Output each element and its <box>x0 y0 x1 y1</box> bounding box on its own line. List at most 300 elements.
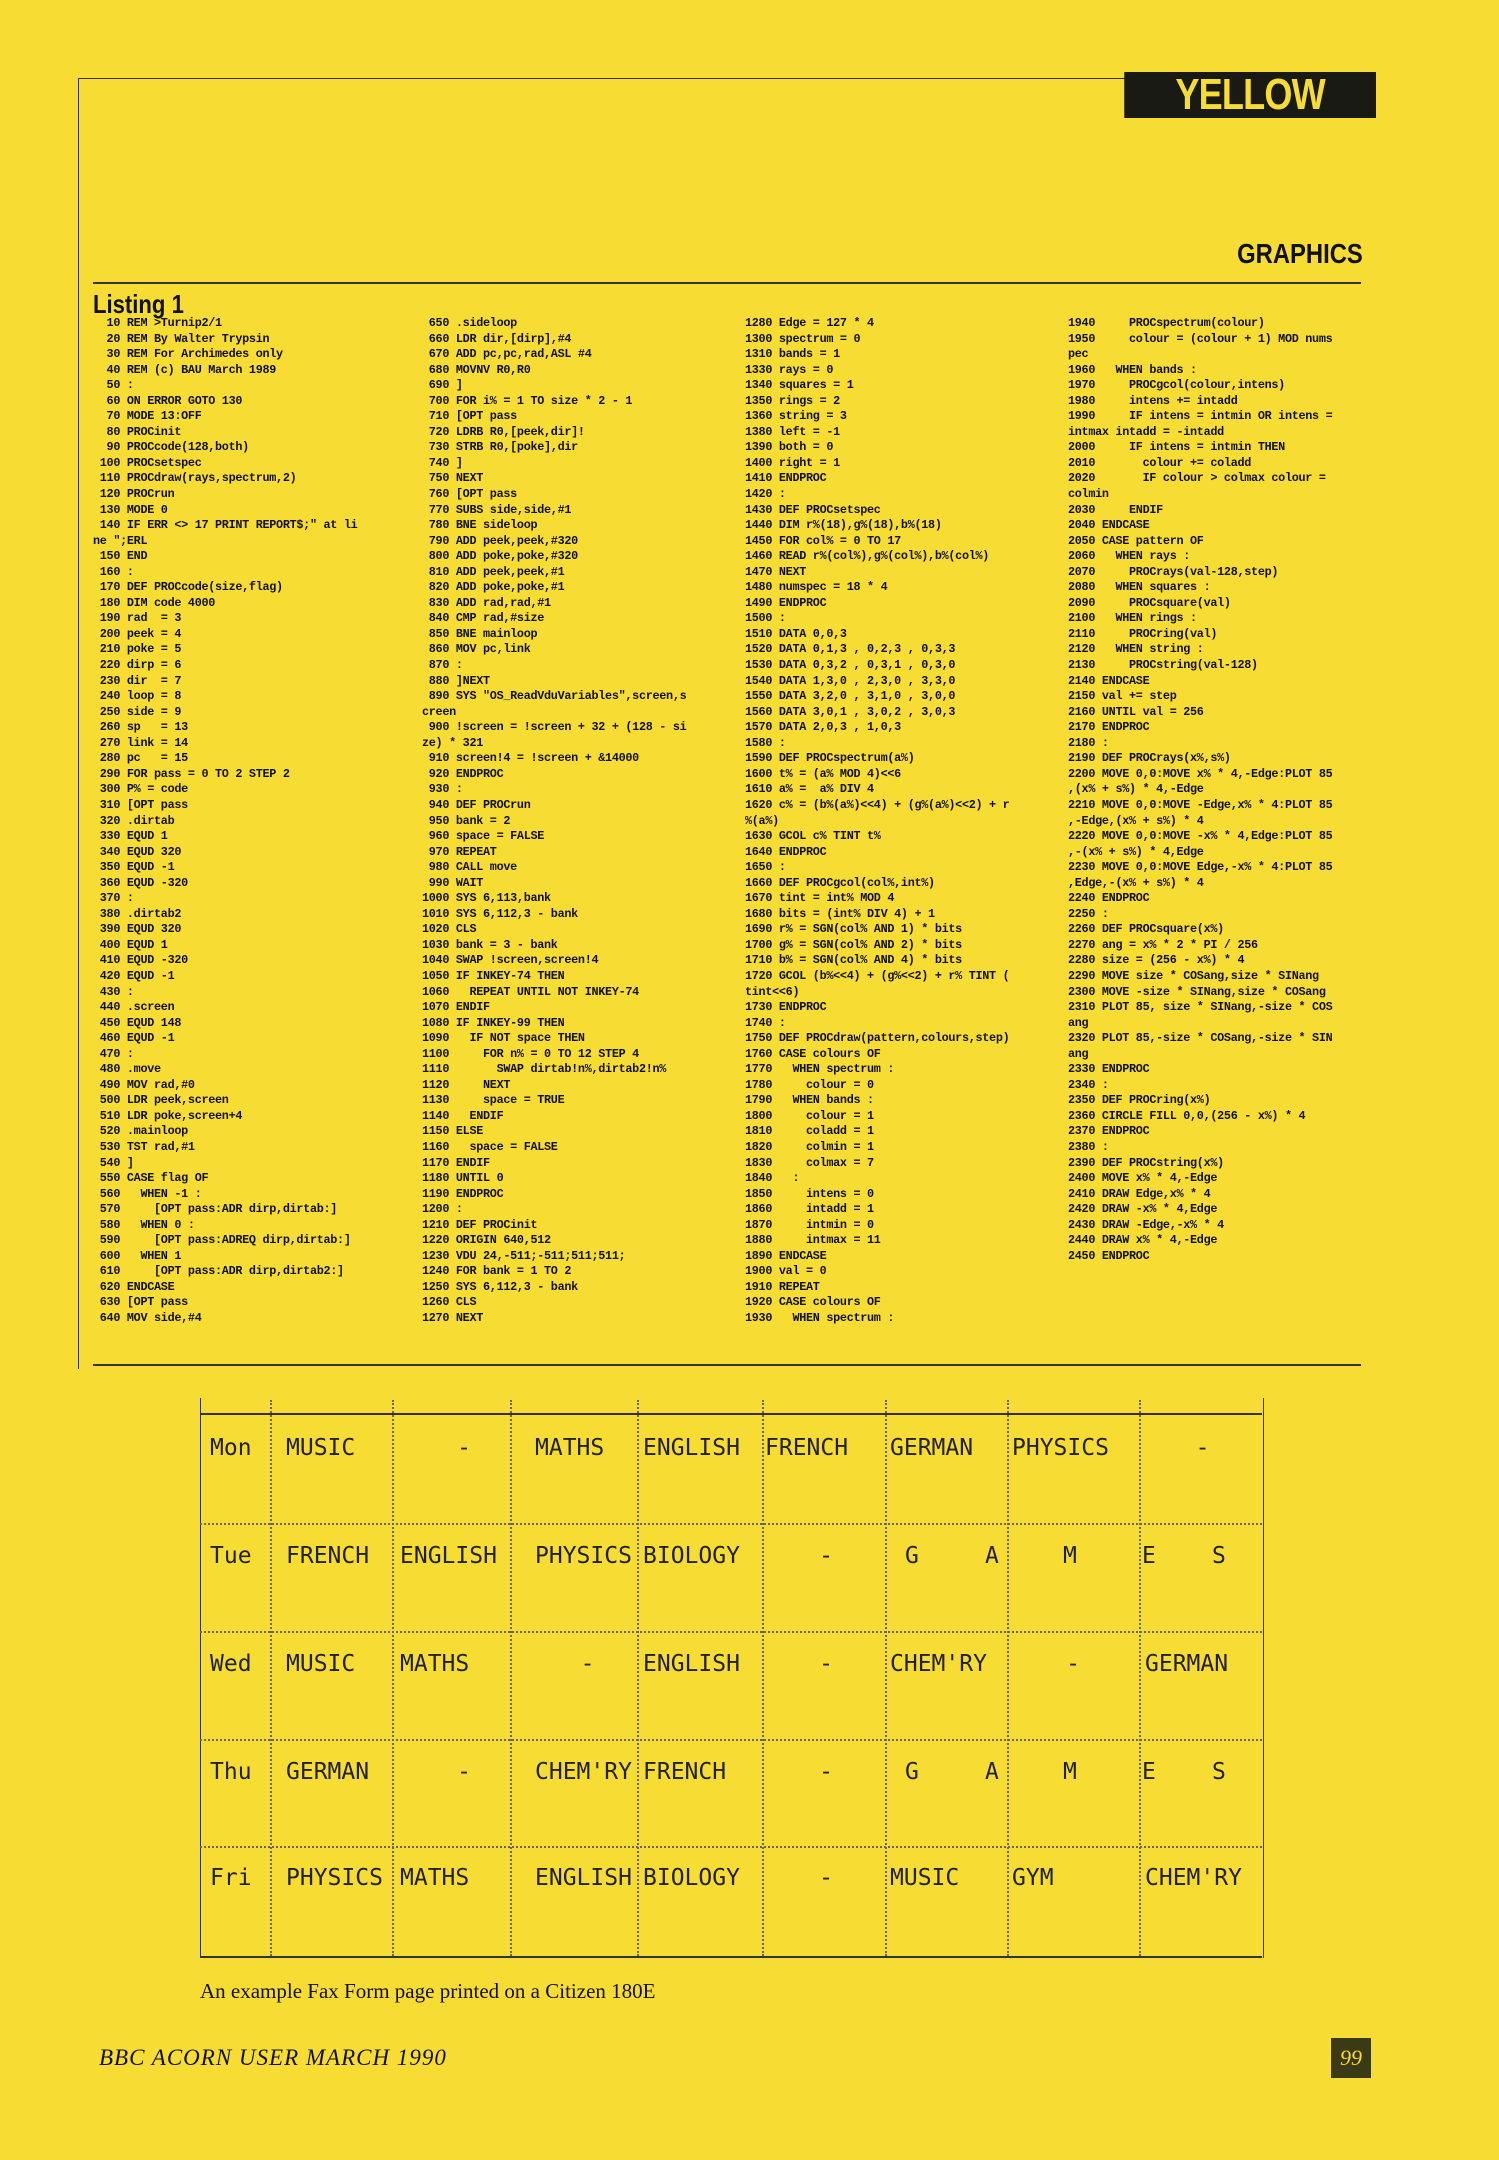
timetable-cell: G <box>905 1543 919 1569</box>
timetable-row <box>200 1526 1262 1586</box>
code-line: 1360 string = 3 <box>745 409 847 424</box>
code-line: 2190 DEF PROCrays(x%,s%) <box>1068 751 1231 766</box>
code-line: 390 EQUD 320 <box>93 922 182 937</box>
code-line: 1260 CLS <box>422 1295 477 1310</box>
code-line: 2080 WHEN squares : <box>1068 580 1211 595</box>
code-line: 1450 FOR col% = 0 TO 17 <box>745 533 901 548</box>
code-line: 1930 WHEN spectrum : <box>745 1311 895 1325</box>
code-line: 20 REM By Walter Trypsin <box>93 331 270 346</box>
page-number: 99 <box>1331 2038 1371 2078</box>
code-line: 1480 numspec = 18 * 4 <box>745 580 888 595</box>
code-line: 2340 : <box>1068 1077 1109 1092</box>
code-line: 660 LDR dir,[dirp],#4 <box>422 331 572 346</box>
code-line: 650 .sideloop <box>422 316 517 330</box>
code-line: 610 [OPT pass:ADR dirp,dirtab2:] <box>93 1264 344 1279</box>
code-line: 1190 ENDPROC <box>422 1186 504 1201</box>
code-line: 2440 DRAW x% * 4,-Edge <box>1068 1233 1218 1248</box>
code-line: 1420 : <box>745 487 786 502</box>
timetable-cell: - <box>819 1651 833 1677</box>
timetable-cell: MATHS <box>535 1435 605 1461</box>
code-line: 810 ADD peek,peek,#1 <box>422 564 565 579</box>
code-line: 470 : <box>93 1046 134 1061</box>
code-line: 2000 IF intens = intmin THEN <box>1068 440 1285 455</box>
code-line: 1300 spectrum = 0 <box>745 331 861 346</box>
code-line: 180 DIM code 4000 <box>93 595 216 610</box>
code-line: 1410 ENDPROC <box>745 471 827 486</box>
code-line: 1530 DATA 0,3,2 , 0,3,1 , 0,3,0 <box>745 658 956 673</box>
code-line: 2110 PROCring(val) <box>1068 626 1218 641</box>
code-line: 1050 IF INKEY-74 THEN <box>422 968 565 983</box>
timetable-cell: - <box>580 1651 595 1677</box>
code-line: 1890 ENDCASE <box>745 1248 827 1263</box>
code-line: 530 TST rad,#1 <box>93 1139 195 1154</box>
code-line: 200 peek = 4 <box>93 626 182 641</box>
code-line: 930 : <box>422 782 463 797</box>
timetable-cell: - <box>457 1759 471 1785</box>
code-line: 40 REM (c) BAU March 1989 <box>93 362 277 377</box>
code-line: 370 : <box>93 891 134 906</box>
timetable-day: Wed <box>210 1651 252 1677</box>
code-line: 1760 CASE colours OF <box>745 1046 881 1061</box>
code-line: 170 DEF PROCcode(size,flag) <box>93 580 283 595</box>
timetable-row-separator <box>200 1631 1262 1633</box>
code-line: 690 ] <box>422 378 463 393</box>
timetable-cell: GERMAN <box>890 1435 974 1461</box>
code-line: ,-Edge,(x% + s%) * 4 <box>1068 813 1204 828</box>
code-line: 1340 squares = 1 <box>745 378 854 393</box>
code-line: 620 ENDCASE <box>93 1279 175 1294</box>
code-line: 740 ] <box>422 455 463 470</box>
timetable-cell: - <box>819 1543 833 1569</box>
code-line: 2140 ENDCASE <box>1068 673 1150 688</box>
timetable-cell: FRENCH <box>286 1543 370 1569</box>
code-line: 2060 WHEN rays : <box>1068 549 1191 564</box>
code-line: 1750 DEF PROCdraw(pattern,colours,step) <box>745 1031 1010 1046</box>
code-line: 780 BNE sideloop <box>422 518 538 533</box>
code-line: 10 REM >Turnip2/1 <box>93 316 222 330</box>
code-line: 1880 intmax = 11 <box>745 1233 881 1248</box>
code-line: 870 : <box>422 658 463 673</box>
code-line: 1540 DATA 1,3,0 , 2,3,0 , 3,3,0 <box>745 673 956 688</box>
code-line: 1740 : <box>745 1015 786 1030</box>
code-line: 490 MOV rad,#0 <box>93 1077 195 1092</box>
figure-caption: An example Fax Form page printed on a Citizen 180E <box>200 1979 656 2003</box>
code-line: 2160 UNTIL val = 256 <box>1068 704 1204 719</box>
code-line: 1650 : <box>745 860 786 875</box>
code-line: 240 loop = 8 <box>93 689 182 704</box>
code-line: 2170 ENDPROC <box>1068 720 1150 735</box>
code-line: 1110 SWAP dirtab!n%,dirtab2!n% <box>422 1062 667 1077</box>
code-line: 2050 CASE pattern OF <box>1068 533 1204 548</box>
code-line: 2420 DRAW -x% * 4,Edge <box>1068 1202 1218 1217</box>
code-line: 520 .mainloop <box>93 1124 188 1139</box>
code-line: 1810 coladd = 1 <box>745 1124 874 1139</box>
timetable-cell: MUSIC <box>286 1651 356 1677</box>
code-line: 1180 UNTIL 0 <box>422 1171 504 1186</box>
code-line: 130 MODE 0 <box>93 502 168 517</box>
code-line: 1660 DEF PROCgcol(col%,int%) <box>745 875 935 890</box>
code-line: 2430 DRAW -Edge,-x% * 4 <box>1068 1217 1224 1232</box>
code-line: 60 ON ERROR GOTO 130 <box>93 393 243 408</box>
code-line: 1160 space = FALSE <box>422 1139 558 1154</box>
code-line: 1550 DATA 3,2,0 , 3,1,0 , 3,0,0 <box>745 689 956 704</box>
code-line: 1640 ENDPROC <box>745 844 827 859</box>
code-line: 2180 : <box>1068 735 1109 750</box>
code-line: 950 bank = 2 <box>422 813 511 828</box>
code-line: 970 REPEAT <box>422 844 497 859</box>
code-line: 1350 rings = 2 <box>745 393 840 408</box>
timetable-cell: MUSIC <box>890 1865 960 1891</box>
timetable-cell: CHEM'RY <box>1145 1865 1242 1891</box>
code-line: 850 BNE mainloop <box>422 626 538 641</box>
code-line: 590 [OPT pass:ADREQ dirp,dirtab:] <box>93 1233 351 1248</box>
code-line: 1520 DATA 0,1,3 , 0,2,3 , 0,3,3 <box>745 642 956 657</box>
code-line: 1430 DEF PROCsetspec <box>745 502 881 517</box>
code-line: 680 MOVNV R0,R0 <box>422 362 531 377</box>
code-line: 310 [OPT pass <box>93 797 188 812</box>
code-line: 1240 FOR bank = 1 TO 2 <box>422 1264 572 1279</box>
code-line: 630 [OPT pass <box>93 1295 188 1310</box>
code-line: 1940 PROCspectrum(colour) <box>1068 316 1265 330</box>
code-line: 1330 rays = 0 <box>745 362 834 377</box>
listing-title: Listing 1 <box>93 289 184 319</box>
code-line: 860 MOV pc,link <box>422 642 531 657</box>
code-line: 820 ADD poke,poke,#1 <box>422 580 565 595</box>
timetable-cell: S <box>1212 1543 1226 1569</box>
code-line: 2090 PROCsquare(val) <box>1068 595 1231 610</box>
code-line: 230 dir = 7 <box>93 673 182 688</box>
code-line: 980 CALL move <box>422 860 517 875</box>
code-line: 600 WHEN 1 <box>93 1248 182 1263</box>
code-line: 1080 IF INKEY-99 THEN <box>422 1015 565 1030</box>
code-line: 150 END <box>93 549 148 564</box>
code-line: 840 CMP rad,#size <box>422 611 545 626</box>
yellow-pages-banner: YELLOW PAGES <box>1124 72 1376 118</box>
timetable-day: Thu <box>210 1759 252 1785</box>
code-line: 1200 : <box>422 1202 463 1217</box>
timetable-cell: A <box>985 1543 999 1569</box>
code-line: 1800 colour = 1 <box>745 1108 874 1123</box>
code-line: ang <box>1068 1015 1089 1030</box>
code-line: intmax intadd = -intadd <box>1068 424 1224 439</box>
code-line: 2300 MOVE -size * SINang,size * COSang <box>1068 984 1326 999</box>
code-line: 730 STRB R0,[poke],dir <box>422 440 578 455</box>
code-line: 880 ]NEXT <box>422 673 490 688</box>
timetable-cell: BIOLOGY <box>643 1543 740 1569</box>
code-line: 1850 intens = 0 <box>745 1186 874 1201</box>
timetable-cell: ENGLISH <box>400 1543 497 1569</box>
code-line: 1380 left = -1 <box>745 424 840 439</box>
code-line: pec <box>1068 347 1089 362</box>
code-line: 1030 bank = 3 - bank <box>422 937 558 952</box>
code-line: 2220 MOVE 0,0:MOVE -x% * 4,Edge:PLOT 85 <box>1068 829 1333 844</box>
code-line: 2150 val += step <box>1068 689 1177 704</box>
code-line: 770 SUBS side,side,#1 <box>422 502 572 517</box>
code-line: 70 MODE 13:OFF <box>93 409 202 424</box>
code-line: 320 .dirtab <box>93 813 175 828</box>
code-line: 250 side = 9 <box>93 704 182 719</box>
code-line: 2200 MOVE 0,0:MOVE x% * 4,-Edge:PLOT 85 <box>1068 766 1333 781</box>
code-line: 2030 ENDIF <box>1068 502 1163 517</box>
code-line: creen <box>422 704 456 719</box>
timetable-cell: ENGLISH <box>643 1651 740 1677</box>
top-rule <box>93 282 1361 284</box>
code-line: 940 DEF PROCrun <box>422 797 531 812</box>
code-line: 700 FOR i% = 1 TO size * 2 - 1 <box>422 393 633 408</box>
code-line: 1720 GCOL (b%<<4) + (g%<<2) + r% TINT ( <box>745 968 1010 983</box>
timetable-cell: PHYSICS <box>286 1865 383 1891</box>
code-line: 2330 ENDPROC <box>1068 1062 1150 1077</box>
code-line: 720 LDRB R0,[peek,dir]! <box>422 424 585 439</box>
code-line: 1250 SYS 6,112,3 - bank <box>422 1279 578 1294</box>
code-line: 2410 DRAW Edge,x% * 4 <box>1068 1186 1211 1201</box>
code-line: 1620 c% = (b%(a%)<<4) + (g%(a%)<<2) + r <box>745 797 1010 812</box>
code-line: 1990 IF intens = intmin OR intens = <box>1068 409 1333 424</box>
code-line: 1560 DATA 3,0,1 , 3,0,2 , 3,0,3 <box>745 704 956 719</box>
code-line: 910 screen!4 = !screen + &14000 <box>422 751 639 766</box>
code-line: 140 IF ERR <> 17 PRINT REPORT$;" at li <box>93 518 358 533</box>
timetable-row <box>200 1634 1262 1694</box>
code-line: 190 rad = 3 <box>93 611 182 626</box>
timetable-cell: FRENCH <box>643 1759 727 1785</box>
timetable-row <box>200 1848 1262 1908</box>
code-line: 500 LDR peek,screen <box>93 1093 229 1108</box>
code-line: 220 dirp = 6 <box>93 658 182 673</box>
code-line: 1910 REPEAT <box>745 1279 820 1294</box>
code-line: 400 EQUD 1 <box>93 937 168 952</box>
code-line: 110 PROCdraw(rays,spectrum,2) <box>93 471 297 486</box>
timetable-cell: - <box>1195 1435 1210 1461</box>
timetable-day: Tue <box>210 1543 252 1569</box>
code-line: 560 WHEN -1 : <box>93 1186 202 1201</box>
code-line: 1210 DEF PROCinit <box>422 1217 538 1232</box>
code-line: 1570 DATA 2,0,3 , 1,0,3 <box>745 720 901 735</box>
code-line: 1820 colmin = 1 <box>745 1139 874 1154</box>
code-line: 1220 ORIGIN 640,512 <box>422 1233 551 1248</box>
code-column-1 <box>93 316 423 1327</box>
code-line: 790 ADD peek,peek,#320 <box>422 533 578 548</box>
code-line: 120 PROCrun <box>93 487 175 502</box>
code-line: 1840 : <box>745 1171 800 1186</box>
code-line: 540 ] <box>93 1155 134 1170</box>
code-line: 1440 DIM r%(18),g%(18),b%(18) <box>745 518 942 533</box>
timetable-cell: E <box>1142 1759 1156 1785</box>
timetable-cell: MUSIC <box>286 1435 356 1461</box>
code-line: 1580 : <box>745 735 786 750</box>
code-line: 1790 WHEN bands : <box>745 1093 874 1108</box>
code-line: 2450 ENDPROC <box>1068 1248 1150 1263</box>
timetable-cell: GERMAN <box>286 1759 370 1785</box>
code-line: 100 PROCsetspec <box>93 455 202 470</box>
code-line: ze) * 321 <box>422 735 484 750</box>
code-line: ,-(x% + s%) * 4,Edge <box>1068 844 1204 859</box>
code-line: 1610 a% = a% DIV 4 <box>745 782 874 797</box>
timetable-cell: - <box>819 1865 833 1891</box>
timetable-cell: CHEM'RY <box>890 1651 987 1677</box>
code-line: 1010 SYS 6,112,3 - bank <box>422 906 578 921</box>
code-line: ,(x% + s%) * 4,-Edge <box>1068 782 1204 797</box>
code-line: ne ";ERL <box>93 533 148 548</box>
code-line: 900 !screen = !screen + 32 + (128 - si <box>422 720 687 735</box>
code-line: 2120 WHEN string : <box>1068 642 1204 657</box>
code-line: 800 ADD poke,poke,#320 <box>422 549 578 564</box>
code-line: 2320 PLOT 85,-size * COSang,-size * SIN <box>1068 1031 1333 1046</box>
code-line: 210 poke = 5 <box>93 642 182 657</box>
code-line: 300 P% = code <box>93 782 188 797</box>
code-line: 1170 ENDIF <box>422 1155 490 1170</box>
code-line: 670 ADD pc,pc,rad,ASL #4 <box>422 347 592 362</box>
code-line: 1700 g% = SGN(col% AND 2) * bits <box>745 937 962 952</box>
code-line: 1070 ENDIF <box>422 1000 490 1015</box>
code-line: 2070 PROCrays(val-128,step) <box>1068 564 1279 579</box>
code-line: 1400 right = 1 <box>745 455 840 470</box>
code-line: 270 link = 14 <box>93 735 188 750</box>
code-line: 2270 ang = x% * 2 * PI / 256 <box>1068 937 1258 952</box>
code-line: 2350 DEF PROCring(x%) <box>1068 1093 1211 1108</box>
code-line: 1980 intens += intadd <box>1068 393 1238 408</box>
code-line: 330 EQUD 1 <box>93 829 168 844</box>
code-line: 1140 ENDIF <box>422 1108 504 1123</box>
code-line: 2100 WHEN rings : <box>1068 611 1197 626</box>
code-line: 1860 intadd = 1 <box>745 1202 874 1217</box>
timetable-cell: ENGLISH <box>643 1435 740 1461</box>
code-line: ang <box>1068 1046 1089 1061</box>
code-line: 1270 NEXT <box>422 1311 484 1325</box>
code-line: tint<<6) <box>745 984 800 999</box>
code-line: 460 EQUD -1 <box>93 1031 175 1046</box>
code-line: 570 [OPT pass:ADR dirp,dirtab:] <box>93 1202 338 1217</box>
code-line: 2010 colour += coladd <box>1068 455 1252 470</box>
code-line: 760 [OPT pass <box>422 487 517 502</box>
code-line: 2310 PLOT 85, size * SINang,-size * COS <box>1068 1000 1333 1015</box>
timetable-cell: PHYSICS <box>535 1543 632 1569</box>
code-line: 1690 r% = SGN(col% AND 1) * bits <box>745 922 962 937</box>
code-line: 480 .move <box>93 1062 161 1077</box>
code-line: 960 space = FALSE <box>422 829 545 844</box>
timetable-cell: S <box>1212 1759 1226 1785</box>
timetable-cell: M <box>1063 1759 1077 1785</box>
code-line: 510 LDR poke,screen+4 <box>93 1108 243 1123</box>
timetable-row-separator <box>200 1523 1262 1525</box>
code-line: 1870 intmin = 0 <box>745 1217 874 1232</box>
code-line: 1600 t% = (a% MOD 4)<<6 <box>745 766 901 781</box>
code-line: 750 NEXT <box>422 471 484 486</box>
code-line: 1470 NEXT <box>745 564 807 579</box>
code-line: 2360 CIRCLE FILL 0,0,(256 - x%) * 4 <box>1068 1108 1306 1123</box>
timetable-cell: ENGLISH <box>535 1865 632 1891</box>
bottom-rule <box>93 1364 1361 1366</box>
code-line: 1510 DATA 0,0,3 <box>745 626 847 641</box>
code-line: 2400 MOVE x% * 4,-Edge <box>1068 1171 1218 1186</box>
code-line: 640 MOV side,#4 <box>93 1311 202 1325</box>
code-line: 710 [OPT pass <box>422 409 517 424</box>
code-line: %(a%) <box>745 813 779 828</box>
code-line: 2230 MOVE 0,0:MOVE Edge,-x% * 4:PLOT 85 <box>1068 860 1333 875</box>
timetable-cell: E <box>1142 1543 1156 1569</box>
code-line: 450 EQUD 148 <box>93 1015 182 1030</box>
code-line: 2370 ENDPROC <box>1068 1124 1150 1139</box>
code-line: 1130 space = TRUE <box>422 1093 565 1108</box>
code-line: 1730 ENDPROC <box>745 1000 827 1015</box>
timetable-row <box>200 1418 1262 1478</box>
timetable-top-line <box>200 1413 1262 1415</box>
footer-publication: BBC ACORN USER MARCH 1990 <box>99 2045 447 2070</box>
code-line: 1770 WHEN spectrum : <box>745 1062 895 1077</box>
timetable-cell: PHYSICS <box>1012 1435 1109 1461</box>
timetable-cell: - <box>457 1435 471 1461</box>
code-column-2 <box>422 316 752 1327</box>
code-line: 1310 bands = 1 <box>745 347 840 362</box>
code-line: ,Edge,-(x% + s%) * 4 <box>1068 875 1204 890</box>
code-line: 360 EQUD -320 <box>93 875 188 890</box>
code-line: 1670 tint = int% MOD 4 <box>745 891 895 906</box>
timetable-cell: FRENCH <box>765 1435 849 1461</box>
code-line: 160 : <box>93 564 134 579</box>
timetable-cell: M <box>1063 1543 1077 1569</box>
code-line: 920 ENDPROC <box>422 766 504 781</box>
code-line: 1460 READ r%(col%),g%(col%),b%(col%) <box>745 549 990 564</box>
code-line: 2040 ENDCASE <box>1068 518 1150 533</box>
code-line: 440 .screen <box>93 1000 175 1015</box>
code-line: 1000 SYS 6,113,bank <box>422 891 551 906</box>
code-line: 90 PROCcode(128,both) <box>93 440 249 455</box>
code-line: 1900 val = 0 <box>745 1264 827 1279</box>
code-line: 80 PROCinit <box>93 424 182 439</box>
timetable-cell: BIOLOGY <box>643 1865 740 1891</box>
code-line: 1120 NEXT <box>422 1077 511 1092</box>
code-line: 830 ADD rad,rad,#1 <box>422 595 551 610</box>
timetable-cell: GERMAN <box>1145 1651 1229 1677</box>
code-line: 1680 bits = (int% DIV 4) + 1 <box>745 906 935 921</box>
code-line: 1500 : <box>745 611 786 626</box>
timetable-cell: A <box>985 1759 999 1785</box>
code-line: 1280 Edge = 127 * 4 <box>745 316 874 330</box>
code-line: 290 FOR pass = 0 TO 2 STEP 2 <box>93 766 290 781</box>
code-line: 410 EQUD -320 <box>93 953 188 968</box>
timetable-bottom-line <box>200 1956 1262 1958</box>
code-line: 280 pc = 15 <box>93 751 188 766</box>
code-line: 1230 VDU 24,-511;-511;511;511; <box>422 1248 626 1263</box>
timetable-cell: - <box>819 1759 833 1785</box>
timetable-cell: MATHS <box>400 1651 470 1677</box>
code-line: 1960 WHEN bands : <box>1068 362 1197 377</box>
code-line: 2260 DEF PROCsquare(x%) <box>1068 922 1224 937</box>
code-line: 430 : <box>93 984 134 999</box>
code-line: 1920 CASE colours OF <box>745 1295 881 1310</box>
code-line: 2390 DEF PROCstring(x%) <box>1068 1155 1224 1170</box>
timetable-row <box>200 1742 1262 1802</box>
code-line: 1150 ELSE <box>422 1124 484 1139</box>
code-line: 1590 DEF PROCspectrum(a%) <box>745 751 915 766</box>
code-line: 2240 ENDPROC <box>1068 891 1150 906</box>
timetable-cell: GYM <box>1012 1865 1054 1891</box>
code-line: 2280 size = (256 - x%) * 4 <box>1068 953 1245 968</box>
code-line: 2130 PROCstring(val-128) <box>1068 658 1258 673</box>
code-line: 420 EQUD -1 <box>93 968 175 983</box>
code-line: 1100 FOR n% = 0 TO 12 STEP 4 <box>422 1046 639 1061</box>
timetable-cell: G <box>905 1759 919 1785</box>
code-line: 1020 CLS <box>422 922 477 937</box>
code-line: 380 .dirtab2 <box>93 906 182 921</box>
code-column-4 <box>1068 316 1378 1264</box>
code-line: 50 : <box>93 378 134 393</box>
code-line: 260 sp = 13 <box>93 720 188 735</box>
code-column-3 <box>745 316 1075 1327</box>
code-line: 30 REM For Archimedes only <box>93 347 283 362</box>
code-line: 1390 both = 0 <box>745 440 834 455</box>
code-line: 1780 colour = 0 <box>745 1077 874 1092</box>
code-line: 2020 IF colour > colmax colour = <box>1068 471 1326 486</box>
